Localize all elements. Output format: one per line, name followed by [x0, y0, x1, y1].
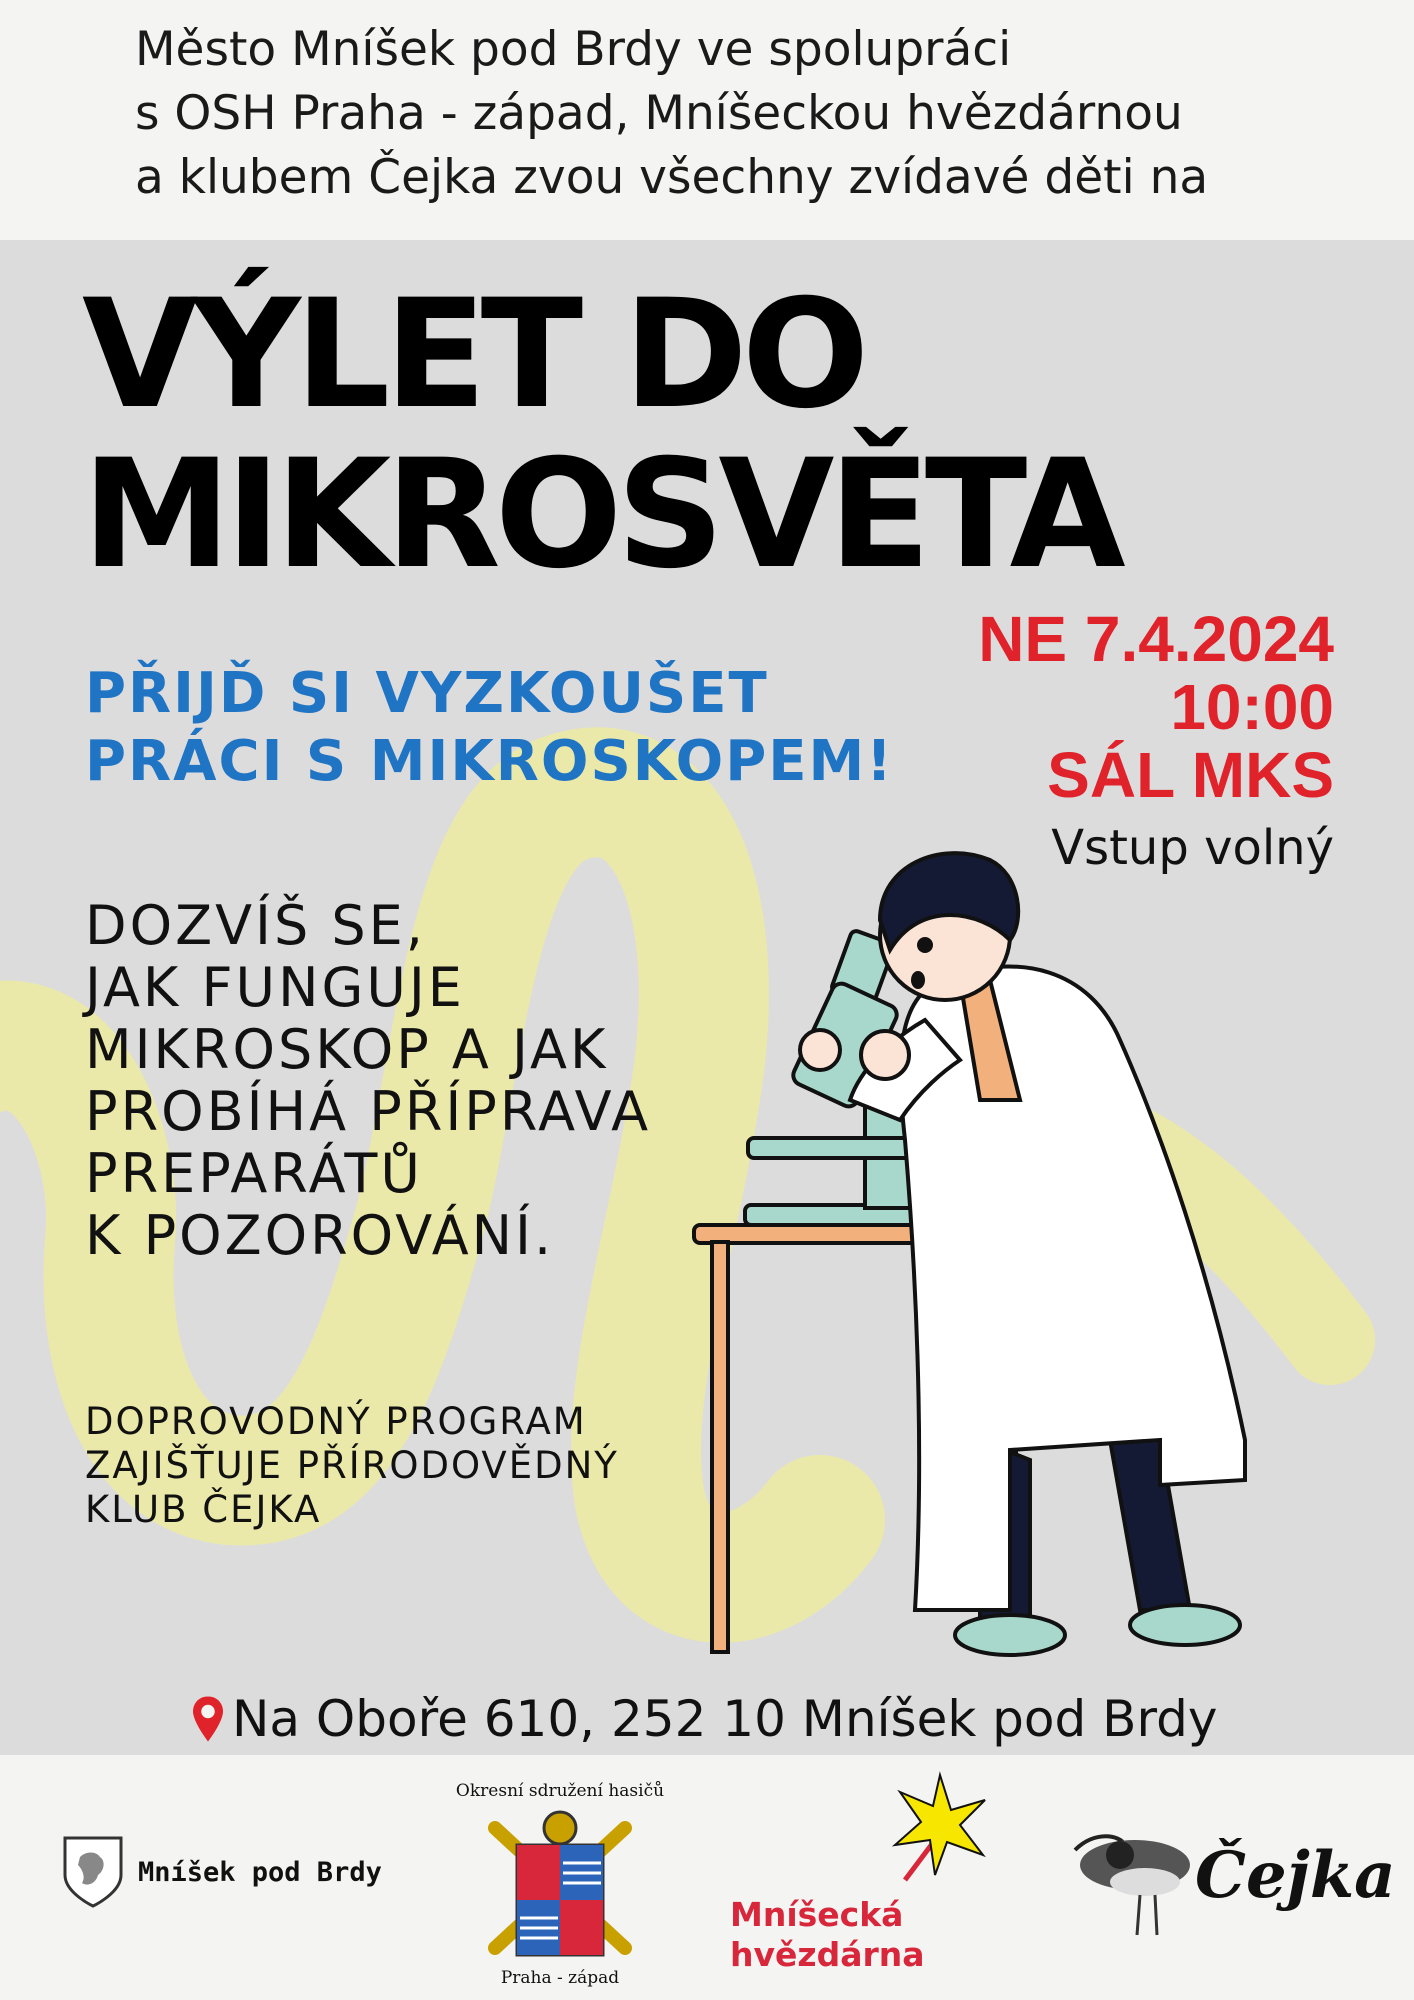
- event-title: [82, 268, 1120, 602]
- title-line: VÝLET DO: [82, 268, 864, 442]
- entry-note: Vstup volný: [1051, 820, 1334, 876]
- program-line: DOPROVODNÝ PROGRAM: [85, 1400, 587, 1443]
- event-place: SÁL MKS: [1047, 739, 1334, 811]
- lapwing-bird-icon: [1065, 1810, 1205, 1950]
- event-time: 10:00: [1170, 671, 1334, 743]
- event-details: [978, 605, 1334, 809]
- learn-line: PREPARÁTŮ: [85, 1142, 423, 1205]
- program-line: ZAJIŠŤUJE PŘÍRODOVĚDNÝ: [85, 1444, 619, 1487]
- firefighter-emblem-icon: [455, 1773, 665, 1993]
- program-note: [85, 1400, 619, 1532]
- cejka-logo-text: Čejka: [1195, 1838, 1396, 1913]
- observatory-line: hvězdárna: [730, 1935, 925, 1974]
- intro-text: [135, 18, 1335, 210]
- osh-logo-bottom-text: Praha - západ: [500, 1968, 620, 1988]
- address: [190, 1690, 1217, 1748]
- observatory-logo-text: [730, 1895, 925, 1975]
- address-text: Na Oboře 610, 252 10 Mníšek pod Brdy: [232, 1690, 1218, 1748]
- learn-line: MIKROSKOP A JAK: [85, 1018, 609, 1081]
- learn-text: [85, 895, 651, 1267]
- title-line: MIKROSVĚTA: [82, 428, 1120, 602]
- tagline: [85, 660, 894, 796]
- tagline-line: PŘIJĎ SI VYZKOUŠET: [85, 661, 769, 726]
- town-logo-text: Mníšek pod Brdy: [138, 1856, 382, 1888]
- osh-logo: [455, 1773, 665, 1993]
- observatory-line: Mníšecká: [730, 1895, 904, 1934]
- coat-of-arms-icon: [62, 1835, 124, 1909]
- learn-line: DOZVÍŠ SE,: [85, 894, 426, 957]
- town-logo: [62, 1835, 382, 1909]
- intro-line: a klubem Čejka zvou všechny zvídavé děti na: [135, 150, 1209, 205]
- scientist-microscope-illustration: [690, 840, 1250, 1660]
- osh-logo-top-text: Okresní sdružení hasičů: [455, 1781, 665, 1801]
- star-icon: [725, 1770, 1025, 1900]
- learn-line: PROBÍHÁ PŘÍPRAVA: [85, 1080, 652, 1143]
- learn-line: K POZOROVÁNÍ.: [85, 1204, 555, 1267]
- map-pin-icon: [190, 1695, 226, 1743]
- event-date: NE 7.4.2024: [978, 603, 1334, 675]
- partner-logos: [0, 1755, 1414, 2000]
- learn-line: JAK FUNGUJE: [85, 956, 465, 1019]
- intro-line: s OSH Praha - západ, Mníšeckou hvězdárnou: [135, 86, 1183, 141]
- program-line: KLUB ČEJKA: [85, 1488, 322, 1531]
- observatory-logo: [725, 1770, 1025, 1990]
- intro-line: Město Mníšek pod Brdy ve spolupráci: [135, 22, 1012, 77]
- tagline-line: PRÁCI S MIKROSKOPEM!: [85, 729, 894, 794]
- cejka-logo: [1065, 1810, 1396, 1950]
